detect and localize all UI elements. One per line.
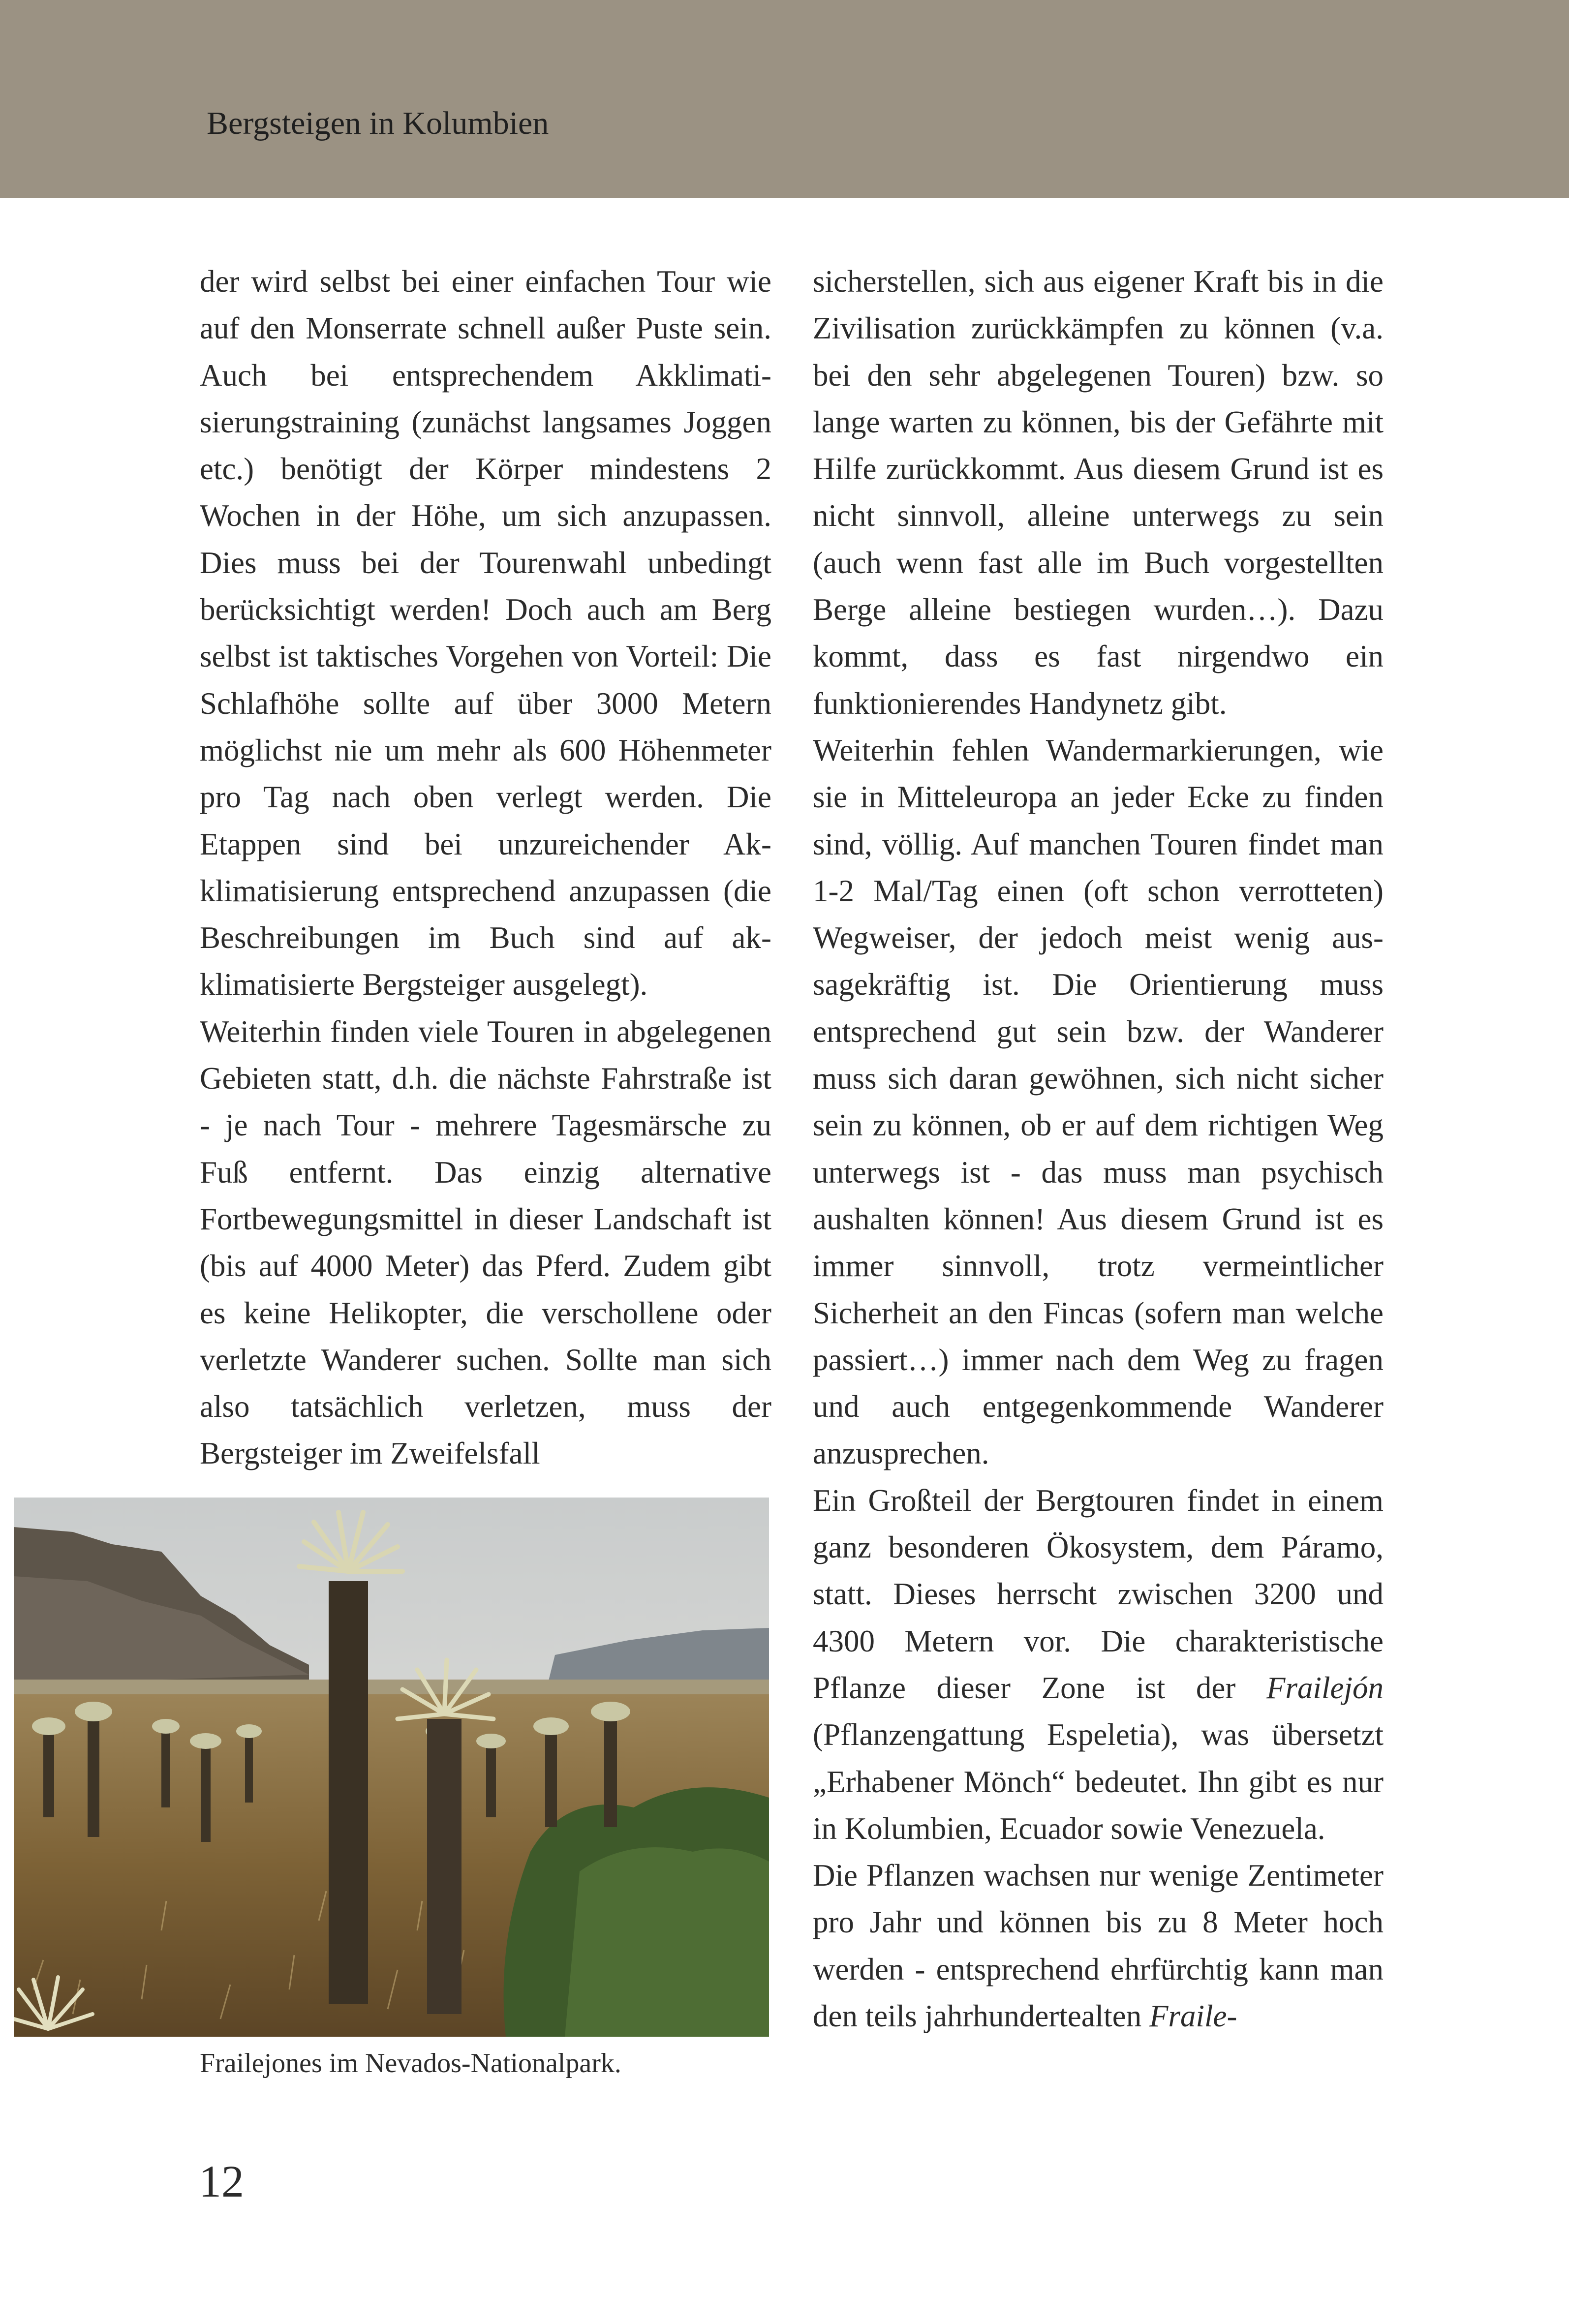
paragraph: Weiterhin fehlen Wandermarkierungen, wie sie in Mitteleuropa an jeder Ecke zu finden sind, völlig. Auf manchen Touren findet man 1-2 Mal/Tag einen (oft schon verrotteten) Wegweiser, der jedoch meist wenig aussagekräftig ist. Die Orientierung muss entsprechend gut sein bzw. der Wanderer muss sich daran gewöhnen, sich nicht sicher sein zu können, ob er auf dem richtigen Weg unterwegs ist - das muss man psychisch aushalten können! Aus diesem Grund ist es immer sinnvoll, trotz vermeintlicher Sicherheit an den Fincas (sofern man welche passiert…) immer nach dem Weg zu fragen und auch entgegenkommende Wanderer anzusprechen. — [813, 733, 1384, 1471]
paragraph-text: (Pflanzengattung Espeletia), was übersetzt „Erhabener Mönch“ bedeutet. Ihn gibt es nur in Kolumbien, Ecuador sowie Venezuela. — [813, 1717, 1384, 1846]
shrub-cluster-light — [565, 1847, 769, 2037]
header-band — [0, 0, 1569, 198]
page-number: 12 — [199, 2156, 244, 2206]
paragraph: Weiterhin finden viele Touren in abgelegenen Gebieten statt, d.h. die nächste Fahrstraße ist - je nach Tour - mehrere Tagesmärsche zu Fuß entfernt. Das einzig alternative Fortbewegungsmittel in dieser Landschaft ist (bis auf 4000 Meter) das Pferd. Zudem gibt es keine Helikopter, die verschollene oder verletzte Wanderer suchen. Sollte man sich also tatsächlich verletzen, muss der Bergsteiger im Zweifelsfall — [200, 1014, 771, 1471]
frailejones-illustration — [14, 1498, 769, 2037]
left-text-column — [200, 258, 771, 1477]
paragraph-text: Ein Großteil der Bergtouren findet in einem ganz besonderen Ökosystem, dem Páramo, statt. Dieses herrscht zwischen 3200 und 4300 Metern vor. Die charakteristische Pflanze dieser Zone ist der — [813, 1483, 1384, 1705]
tall-frailejon-trunk — [329, 1581, 368, 2004]
paragraph — [813, 1852, 1384, 2040]
paragraph: der wird selbst bei einer einfachen Tour wie auf den Monserrate schnell außer Puste sein. Auch bei entsprechendem Akklimatisierungstraining (zunächst langsames Joggen etc.) benötigt der Körper mindestens 2 Wochen in der Höhe, um sich anzupassen. Dies muss bei der Tourenwahl unbedingt berücksichtigt werden! Doch auch am Berg selbst ist taktisches Vorgehen von Vorteil: Die Schlafhöhe sollte auf über 3000 Metern möglichst nie um mehr als 600 Höhenmeter pro Tag nach oben verlegt werden. Die Etappen sind bei unzureichender Akklimatisierung entsprechend anzupassen (die Beschreibungen im Buch sind auf akklimatisierte Bergsteiger ausgelegt). — [200, 264, 771, 1002]
paragraph — [813, 1477, 1384, 1852]
landscape-photo — [14, 1498, 769, 2037]
second-frailejon-trunk — [427, 1719, 461, 2014]
italic-term: Fraile- — [1149, 1998, 1237, 2033]
paragraph: sicherstellen, sich aus eigener Kraft bis in die Zivilisation zurückkämpfen zu können (v.a. bei den sehr abgelegenen Touren) bzw. so lange warten zu können, bis der Gefährte mit Hilfe zurückkommt. Aus diesem Grund ist es nicht sinnvoll, alleine unterwegs zu sein (auch wenn fast alle im Buch vorgestellten Berge alleine bestiegen wurden…). Dazu kommt, dass es fast nirgendwo ein funktionierendes Handynetz gibt. — [813, 264, 1384, 721]
running-title: Bergsteigen in Kolumbien — [207, 105, 549, 141]
right-text-column — [813, 258, 1384, 2040]
paragraph-text: Die Pflanzen wachsen nur wenige Zentimeter pro Jahr und können bis zu 8 Meter hoch werden - entsprechend ehrfürchtig kann man den teils jahrhundertealten — [813, 1858, 1384, 2033]
italic-term: Frailejón — [1266, 1670, 1384, 1705]
figure-caption: Frailejones im Nevados-Nationalpark. — [200, 2048, 621, 2079]
